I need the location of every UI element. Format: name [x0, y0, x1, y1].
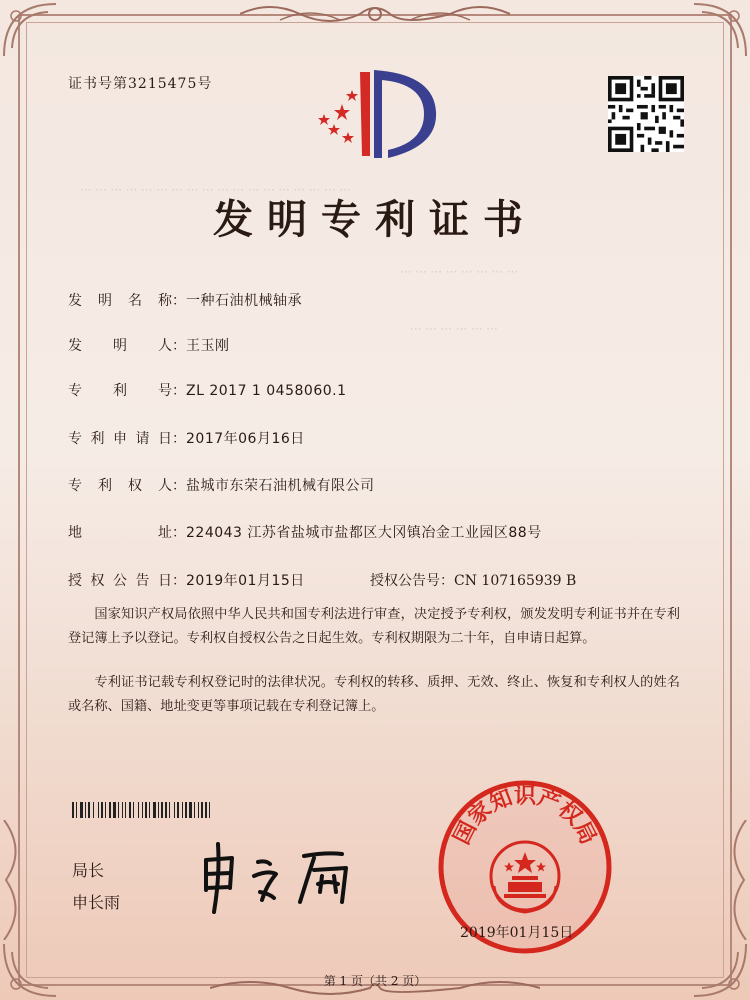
field-label: 专 利 号 — [68, 383, 172, 399]
patentee-row: 专利权人：盐城市东荣石油机械有限公司 — [68, 475, 375, 495]
grant-date-row: 授权公告日：2019年01月15日 — [68, 570, 305, 590]
field-label: 授权公告日 — [68, 573, 172, 589]
field-label: 授权公告号 — [370, 573, 440, 589]
field-label: 地 址 — [68, 525, 172, 541]
application-date: 2017年06月16日 — [186, 431, 305, 447]
field-label: 专利申请日 — [68, 431, 172, 447]
inventor-name: 王玉刚 — [186, 338, 230, 354]
director-signature — [196, 836, 376, 916]
corner-ornament — [690, 0, 750, 60]
top-ornament — [240, 0, 510, 28]
side-ornament — [720, 820, 750, 940]
address: 224043 江苏省盐城市盐都区大冈镇冶金工业园区88号 — [186, 525, 542, 541]
barcode — [72, 802, 292, 818]
invention-name: 一种石油机械轴承 — [186, 293, 302, 309]
corner-ornament — [690, 940, 750, 1000]
grant-date: 2019年01月15日 — [186, 573, 305, 589]
background-watermark: ··· ··· ··· ··· ··· ··· ··· ··· ··· ··· ··· ··· ··· ··· ··· ··· ··· ··· — [80, 183, 351, 197]
grant-number-row: 授权公告号：CN 107165939 B — [370, 573, 577, 589]
patentee-name: 盐城市东荣石油机械有限公司 — [186, 478, 375, 494]
field-label: 发 明 人 — [68, 338, 172, 354]
field-label: 专利权人 — [68, 478, 172, 494]
patent-number-row: 专 利 号：ZL 2017 1 0458060.1 — [68, 380, 347, 400]
page-number: 第 1 页（共 2 页） — [323, 974, 427, 988]
corner-ornament — [0, 0, 60, 60]
side-ornament — [0, 820, 30, 940]
document-title: 发明专利证书 — [213, 197, 537, 243]
director-title: 局长 — [72, 861, 105, 880]
patent-number: ZL 2017 1 0458060.1 — [186, 383, 347, 399]
inventor-row: 发 明 人：王玉刚 — [68, 335, 230, 355]
field-label: 发明名称 — [68, 293, 172, 309]
corner-ornament — [0, 940, 60, 1000]
statement-paragraph: 专利证书记载专利权登记时的法律状况。专利权的转移、质押、无效、终止、恢复和专利权人的姓名或名称、国籍、地址变更等事项记载在专利登记簿上。 — [68, 675, 680, 714]
seal-text: 国家知识产权局 — [449, 784, 601, 849]
qr-code — [608, 76, 684, 152]
grant-number: CN 107165939 B — [454, 573, 577, 589]
background-watermark: ··· ··· ··· ··· ··· ··· — [410, 322, 498, 336]
background-watermark: ··· ··· ··· ··· ··· ··· ··· ··· — [400, 265, 519, 279]
patent-office-logo — [312, 66, 440, 166]
invention-name-row: 发明名称：一种石油机械轴承 — [68, 290, 302, 310]
seal-date: 2019年01月15日 — [460, 925, 574, 941]
statement-paragraph: 国家知识产权局依照中华人民共和国专利法进行审查，决定授予专利权，颁发发明专利证书并在专利登记簿上予以登记。专利权自授权公告之日起生效。专利权期限为二十年，自申请日起算。 — [68, 607, 680, 646]
director-name: 申长雨 — [72, 893, 121, 912]
certificate-number: 证书号第3215475号 — [68, 76, 213, 92]
address-row: 地 址：224043 江苏省盐城市盐都区大冈镇冶金工业园区88号 — [68, 522, 542, 542]
application-date-row: 专利申请日：2017年06月16日 — [68, 428, 305, 448]
